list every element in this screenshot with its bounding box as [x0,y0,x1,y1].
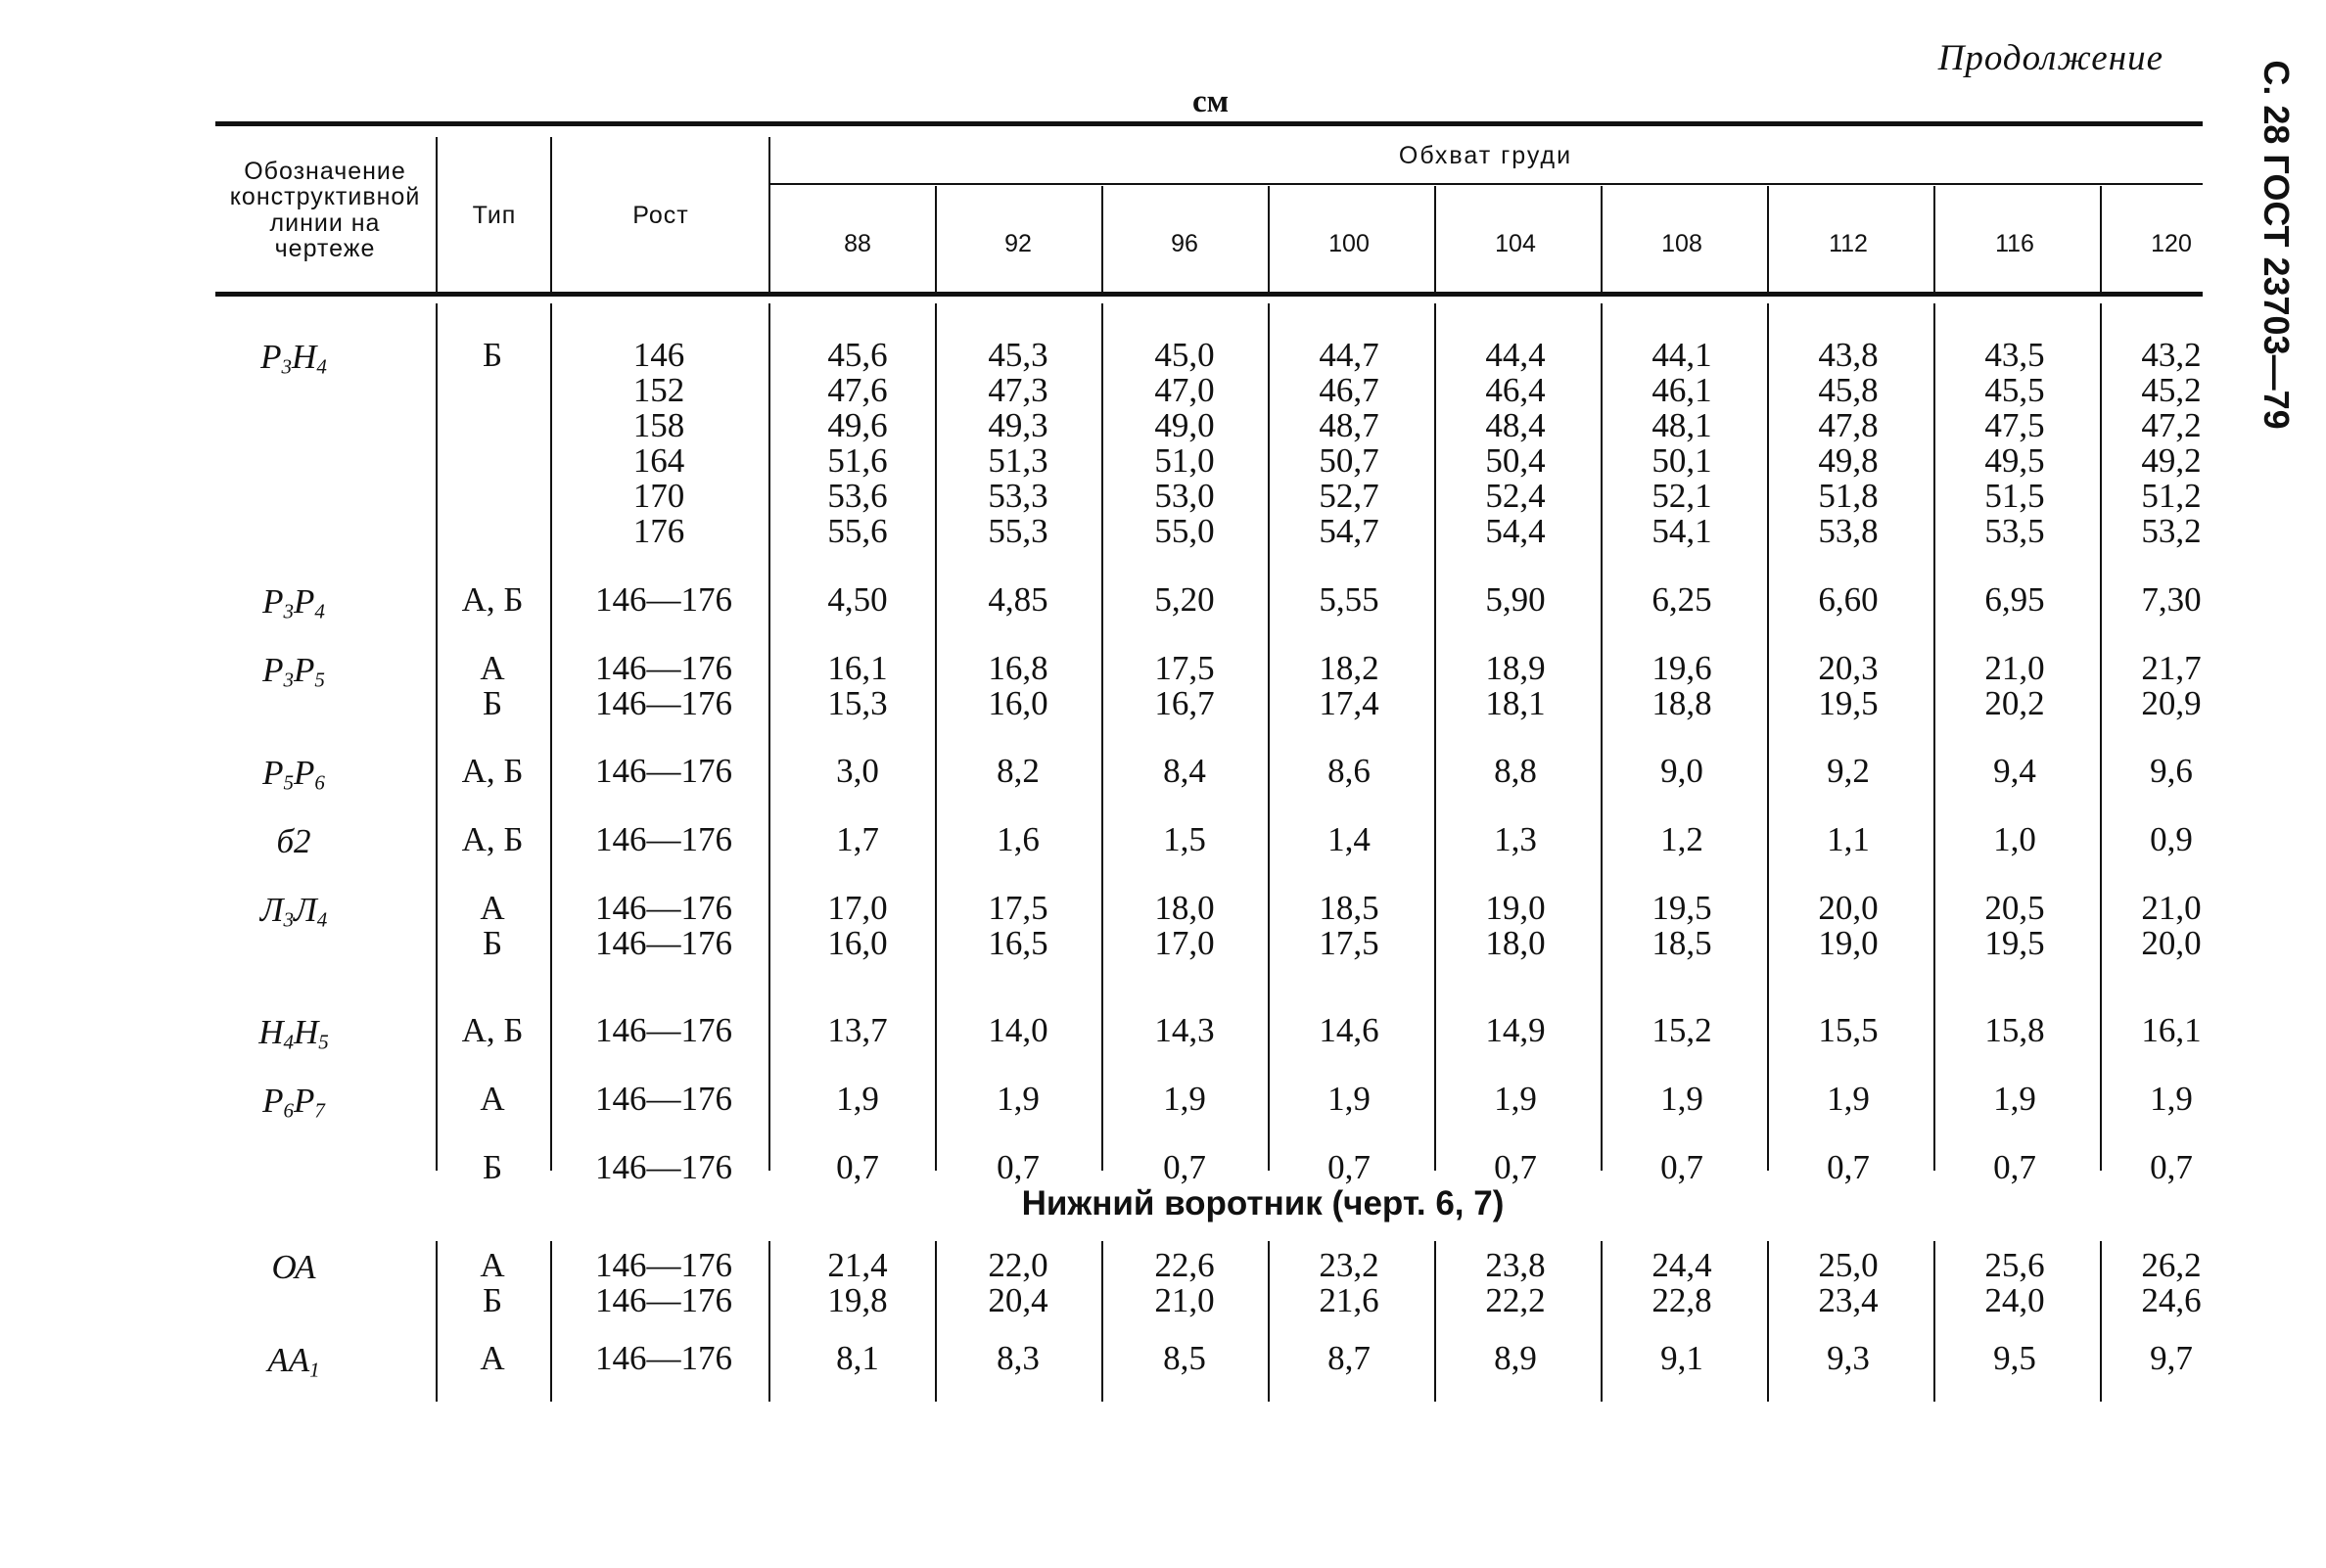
row-height: 146—176 [595,820,732,858]
row-height: 146—176 [595,649,732,687]
column-divider [1767,1241,1769,1402]
value-cell: 1,9 [1163,1080,1206,1118]
row-type: А, Б [461,752,524,790]
value-cell: 9,7 [2150,1339,2193,1377]
row-height: 146—176 [595,1080,732,1118]
value-cell: 55,0 [1154,512,1215,550]
row-height: 146—176 [595,1339,732,1377]
row-label: $Р_3Р_5$ [262,651,325,692]
value-cell: 13,7 [827,1011,888,1049]
value-cell: 16,8 [988,649,1048,687]
value-cell: 51,3 [988,441,1048,480]
row-height: 146 [632,336,685,374]
value-cell: 51,6 [827,441,888,480]
value-cell: 8,5 [1163,1339,1206,1377]
value-cell: 14,0 [988,1011,1048,1049]
row-label: $Р_3Р_4$ [262,582,325,623]
row-type: А [480,1080,505,1118]
value-cell: 24,4 [1651,1246,1712,1284]
value-cell: 17,0 [1154,924,1215,962]
row-type: Б [482,1148,503,1186]
value-cell: 52,7 [1319,477,1379,515]
value-cell: 18,0 [1154,889,1215,927]
section-title: Нижний воротник (черт. 6, 7) [1021,1184,1505,1222]
value-cell: 20,3 [1818,649,1879,687]
value-cell: 6,95 [1984,580,2045,619]
value-cell: 17,5 [1319,924,1379,962]
value-cell: 18,2 [1319,649,1379,687]
value-cell: 43,5 [1984,336,2045,374]
column-divider [1268,303,1270,1171]
value-cell: 15,2 [1651,1011,1712,1049]
value-cell: 49,8 [1818,441,1879,480]
value-cell: 52,4 [1485,477,1546,515]
value-cell: 17,5 [988,889,1048,927]
row-type: А [480,649,505,687]
value-cell: 20,9 [2141,684,2202,722]
row-type: А, Б [461,580,524,619]
column-divider [1767,303,1769,1171]
value-cell: 51,5 [1984,477,2045,515]
value-cell: 19,5 [1818,684,1879,722]
value-cell: 4,85 [988,580,1048,619]
row-type: Б [482,924,503,962]
value-cell: 15,8 [1984,1011,2045,1049]
value-cell: 53,6 [827,477,888,515]
value-cell: 1,4 [1327,820,1371,858]
row-type: Б [482,336,503,374]
value-cell: 19,6 [1651,649,1712,687]
value-cell: 4,50 [827,580,888,619]
row-height: 146—176 [595,1011,732,1049]
height-header: Рост [632,202,689,229]
value-cell: 47,0 [1154,371,1215,409]
girth-header-104: 104 [1495,230,1536,257]
value-cell: 24,0 [1984,1281,2045,1319]
value-cell: 48,1 [1651,406,1712,444]
value-cell: 24,6 [2141,1281,2202,1319]
row-type: А, Б [461,820,524,858]
value-cell: 8,8 [1494,752,1537,790]
value-cell: 9,5 [1993,1339,2036,1377]
row-label: $Р_5Р_6$ [262,754,325,795]
value-cell: 22,0 [988,1246,1048,1284]
value-cell: 0,7 [1163,1148,1206,1186]
value-cell: 18,5 [1319,889,1379,927]
column-divider [768,303,770,1171]
value-cell: 8,4 [1163,752,1206,790]
column-divider [550,137,552,292]
value-cell: 20,2 [1984,684,2045,722]
type-header: Тип [472,202,517,229]
value-cell: 5,90 [1485,580,1546,619]
value-cell: 55,6 [827,512,888,550]
page-side-label: С. 28 ГОСТ 23703—79 [2256,60,2297,430]
column-divider [1601,186,1603,292]
row-label: $Л_3Л_4$ [259,891,328,932]
row-label: $Р_6Р_7$ [262,1082,325,1123]
value-cell: 22,2 [1485,1281,1546,1319]
column-divider [768,1241,770,1402]
value-cell: 21,4 [827,1246,888,1284]
units-label: см [1192,84,1230,119]
table-header-rule [215,292,2203,297]
value-cell: 18,0 [1485,924,1546,962]
value-cell: 17,0 [827,889,888,927]
value-cell: 1,0 [1993,820,2036,858]
column-divider [2100,186,2102,292]
value-cell: 43,2 [2141,336,2202,374]
row-height: 146—176 [595,752,732,790]
value-cell: 1,9 [1494,1080,1537,1118]
girth-header-120: 120 [2151,230,2192,257]
value-cell: 1,9 [997,1080,1040,1118]
value-cell: 1,3 [1494,820,1537,858]
value-cell: 6,60 [1818,580,1879,619]
column-divider [436,1241,438,1402]
value-cell: 44,1 [1651,336,1712,374]
value-cell: 8,7 [1327,1339,1371,1377]
value-cell: 21,7 [2141,649,2202,687]
row-type: Б [482,684,503,722]
girth-header-rule [768,183,2203,185]
value-cell: 45,2 [2141,371,2202,409]
column-divider [1601,1241,1603,1402]
value-cell: 0,7 [1827,1148,1870,1186]
chest-girth-header: Обхват груди [1398,142,1573,169]
value-cell: 49,2 [2141,441,2202,480]
value-cell: 49,0 [1154,406,1215,444]
value-cell: 1,2 [1660,820,1703,858]
value-cell: 18,9 [1485,649,1546,687]
value-cell: 53,2 [2141,512,2202,550]
value-cell: 20,0 [2141,924,2202,962]
value-cell: 22,8 [1651,1281,1712,1319]
column-divider [1101,303,1103,1171]
continuation-label: Продолжение [1937,38,2163,78]
value-cell: 14,6 [1319,1011,1379,1049]
value-cell: 19,5 [1984,924,2045,962]
value-cell: 0,7 [1494,1148,1537,1186]
column-divider [436,303,438,1171]
value-cell: 8,9 [1494,1339,1537,1377]
value-cell: 7,30 [2141,580,2202,619]
value-cell: 1,6 [997,820,1040,858]
value-cell: 17,4 [1319,684,1379,722]
value-cell: 1,1 [1827,820,1870,858]
value-cell: 1,9 [1827,1080,1870,1118]
value-cell: 0,7 [1993,1148,2036,1186]
value-cell: 1,7 [836,820,879,858]
column-divider [1933,303,1935,1171]
value-cell: 16,1 [2141,1011,2202,1049]
value-cell: 20,0 [1818,889,1879,927]
column-divider [2100,1241,2102,1402]
value-cell: 50,4 [1485,441,1546,480]
value-cell: 50,7 [1319,441,1379,480]
column-divider [1601,303,1603,1171]
value-cell: 25,0 [1818,1246,1879,1284]
value-cell: 53,5 [1984,512,2045,550]
value-cell: 23,2 [1319,1246,1379,1284]
value-cell: 0,7 [1327,1148,1371,1186]
value-cell: 17,5 [1154,649,1215,687]
value-cell: 54,1 [1651,512,1712,550]
value-cell: 20,4 [988,1281,1048,1319]
value-cell: 49,3 [988,406,1048,444]
row-label: б2 [276,822,311,860]
table-top-rule [215,121,2203,126]
value-cell: 47,6 [827,371,888,409]
value-cell: 9,1 [1660,1339,1703,1377]
value-cell: 19,8 [827,1281,888,1319]
value-cell: 53,3 [988,477,1048,515]
value-cell: 49,6 [827,406,888,444]
value-cell: 48,4 [1485,406,1546,444]
value-cell: 16,7 [1154,684,1215,722]
value-cell: 1,9 [1993,1080,2036,1118]
value-cell: 55,3 [988,512,1048,550]
value-cell: 0,9 [2150,820,2193,858]
value-cell: 5,55 [1319,580,1379,619]
column-divider [550,303,552,1171]
value-cell: 47,8 [1818,406,1879,444]
row-height: 146—176 [595,889,732,927]
value-cell: 9,0 [1660,752,1703,790]
row-height: 170 [632,477,685,515]
column-divider [1101,186,1103,292]
value-cell: 46,7 [1319,371,1379,409]
column-divider [1767,186,1769,292]
value-cell: 1,9 [1327,1080,1371,1118]
row-height: 146—176 [595,924,732,962]
value-cell: 44,7 [1319,336,1379,374]
value-cell: 45,6 [827,336,888,374]
row-height: 152 [632,371,685,409]
column-divider [1434,303,1436,1171]
column-divider [436,137,438,292]
value-cell: 54,4 [1485,512,1546,550]
value-cell: 49,5 [1984,441,2045,480]
value-cell: 19,0 [1485,889,1546,927]
girth-header-112: 112 [1829,230,1868,257]
row-label: $АА_1$ [267,1341,320,1382]
value-cell: 9,6 [2150,752,2193,790]
value-cell: 5,20 [1154,580,1215,619]
value-cell: 48,7 [1319,406,1379,444]
value-cell: 21,0 [2141,889,2202,927]
value-cell: 53,8 [1818,512,1879,550]
column-divider [935,186,937,292]
row-height: 146—176 [595,684,732,722]
column-divider [1434,186,1436,292]
value-cell: 8,6 [1327,752,1371,790]
value-cell: 8,2 [997,752,1040,790]
girth-header-100: 100 [1328,230,1370,257]
value-cell: 50,1 [1651,441,1712,480]
value-cell: 18,5 [1651,924,1712,962]
value-cell: 1,5 [1163,820,1206,858]
row-type: А [480,1339,505,1377]
value-cell: 15,5 [1818,1011,1879,1049]
row-height: 146—176 [595,580,732,619]
value-cell: 54,7 [1319,512,1379,550]
value-cell: 52,1 [1651,477,1712,515]
column-divider [2100,303,2102,1171]
value-cell: 23,4 [1818,1281,1879,1319]
girth-header-92: 92 [1004,230,1032,257]
value-cell: 21,0 [1154,1281,1215,1319]
row-height: 158 [632,406,685,444]
value-cell: 1,9 [1660,1080,1703,1118]
value-cell: 26,2 [2141,1246,2202,1284]
value-cell: 46,1 [1651,371,1712,409]
row-height: 164 [632,441,685,480]
value-cell: 45,0 [1154,336,1215,374]
value-cell: 1,9 [836,1080,879,1118]
value-cell: 14,9 [1485,1011,1546,1049]
column-divider [1933,186,1935,292]
girth-header-108: 108 [1661,230,1702,257]
value-cell: 0,7 [2150,1148,2193,1186]
value-cell: 20,5 [1984,889,2045,927]
value-cell: 53,0 [1154,477,1215,515]
value-cell: 51,8 [1818,477,1879,515]
row-height: 146—176 [595,1148,732,1186]
value-cell: 8,3 [997,1339,1040,1377]
row-label: $Р_3Н_4$ [260,338,327,379]
value-cell: 44,4 [1485,336,1546,374]
row-height: 176 [632,512,685,550]
value-cell: 21,0 [1984,649,2045,687]
value-cell: 51,2 [2141,477,2202,515]
value-cell: 15,3 [827,684,888,722]
value-cell: 22,6 [1154,1246,1215,1284]
column-divider [550,1241,552,1402]
row-label: $Н_4Н_5$ [258,1013,329,1054]
value-cell: 43,8 [1818,336,1879,374]
row-label: ОА [271,1248,316,1286]
girth-header-88: 88 [844,230,871,257]
row-type: А [480,1246,505,1284]
value-cell: 9,2 [1827,752,1870,790]
value-cell: 16,0 [827,924,888,962]
column-divider [1268,186,1270,292]
column-divider [935,303,937,1171]
value-cell: 51,0 [1154,441,1215,480]
row-type: Б [482,1281,503,1319]
value-cell: 46,4 [1485,371,1546,409]
value-cell: 18,1 [1485,684,1546,722]
value-cell: 9,3 [1827,1339,1870,1377]
value-cell: 16,1 [827,649,888,687]
designation-header: Обозначение конструктивной линии на чертеже [229,158,421,262]
girth-header-116: 116 [1995,230,2034,257]
value-cell: 19,5 [1651,889,1712,927]
value-cell: 16,5 [988,924,1048,962]
column-divider [1268,1241,1270,1402]
column-divider [935,1241,937,1402]
value-cell: 25,6 [1984,1246,2045,1284]
value-cell: 47,5 [1984,406,2045,444]
value-cell: 8,1 [836,1339,879,1377]
column-divider [1101,1241,1103,1402]
value-cell: 45,8 [1818,371,1879,409]
value-cell: 45,3 [988,336,1048,374]
value-cell: 45,5 [1984,371,2045,409]
row-height: 146—176 [595,1281,732,1319]
column-divider [1434,1241,1436,1402]
value-cell: 0,7 [836,1148,879,1186]
value-cell: 1,9 [2150,1080,2193,1118]
column-divider [1933,1241,1935,1402]
value-cell: 19,0 [1818,924,1879,962]
value-cell: 9,4 [1993,752,2036,790]
girth-header-96: 96 [1171,230,1198,257]
value-cell: 23,8 [1485,1246,1546,1284]
value-cell: 14,3 [1154,1011,1215,1049]
value-cell: 47,2 [2141,406,2202,444]
value-cell: 21,6 [1319,1281,1379,1319]
value-cell: 3,0 [836,752,879,790]
row-type: А [480,889,505,927]
row-type: А, Б [461,1011,524,1049]
column-divider [768,137,770,292]
value-cell: 0,7 [997,1148,1040,1186]
value-cell: 18,8 [1651,684,1712,722]
row-height: 146—176 [595,1246,732,1284]
value-cell: 16,0 [988,684,1048,722]
value-cell: 6,25 [1651,580,1712,619]
value-cell: 47,3 [988,371,1048,409]
value-cell: 0,7 [1660,1148,1703,1186]
